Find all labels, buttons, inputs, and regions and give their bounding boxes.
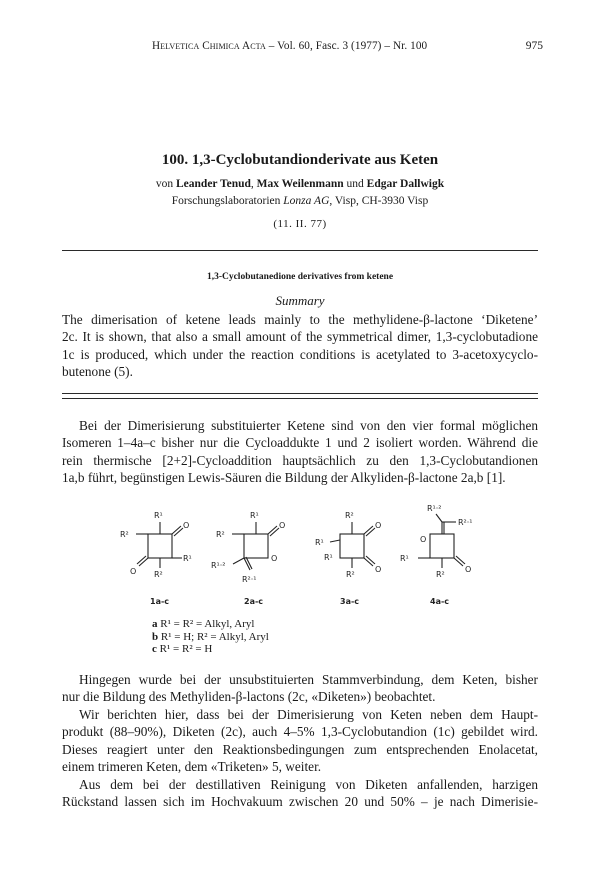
body-line: nur die Bildung des Methyliden-β-lactons (2c, «Diketen») beobachtet.: [62, 689, 436, 705]
body-paragraph-1: [62, 417, 538, 487]
atom-label: O: [465, 565, 472, 574]
cyclobutane-scheme: [120, 500, 480, 615]
atom-label: O: [375, 521, 382, 530]
body-paragraph-4: [62, 776, 538, 811]
legend-text: R¹ = R² = Alkyl, Aryl: [160, 618, 255, 630]
atom-label: R²·¹: [458, 518, 473, 527]
affil-company: Lonza AG: [283, 195, 330, 207]
summary-line: The dimerisation of ketene leads mainly to the methylidene-β-lactone ‘Diketene’: [62, 312, 538, 327]
journal-name: Helvetica Chimica Acta: [152, 40, 266, 52]
atom-label: R¹: [250, 511, 259, 520]
atom-label: O: [271, 554, 278, 563]
body-line: Bei der Dimerisierung substituierter Ketene sind von den vier formal möglichen: [79, 418, 538, 433]
atom-label: R²·¹: [242, 575, 257, 584]
affil-prefix: Forschungslaboratorien: [171, 195, 284, 207]
legend-key: b: [152, 630, 159, 643]
authors-and: und: [343, 178, 367, 190]
body-line: Dieses reagiert unter den Reaktionsbedingungen zum entsprechenden Enolacetat,: [62, 741, 538, 757]
structure-3: [330, 522, 375, 568]
divider-mid-2: [62, 398, 538, 399]
atom-label: R¹: [400, 554, 409, 563]
atom-label: R¹·²: [427, 504, 442, 513]
atom-label: R¹: [315, 538, 324, 547]
atom-label: O: [279, 521, 286, 530]
legend-row: [152, 631, 269, 644]
authors-sep: ,: [250, 178, 257, 190]
structure-1: [136, 522, 183, 568]
affiliation: [0, 195, 600, 207]
legend-row: [152, 618, 269, 631]
compound-label-4: 4a-c: [430, 597, 450, 606]
author-dallwigk: Edgar Dallwigk: [366, 178, 445, 190]
page-number: 975: [525, 40, 543, 52]
divider-mid-1: [62, 393, 538, 394]
atom-label: O: [420, 535, 427, 544]
compound-label-2: 2a-c: [244, 597, 264, 606]
compound-label-3: 3a-c: [340, 597, 360, 606]
atom-label: R²: [436, 570, 445, 579]
atom-label: O: [130, 567, 137, 576]
article-title: 100. 1,3-Cyclobutandionderivate aus Keten: [161, 152, 439, 168]
summary-heading: Summary: [275, 293, 325, 308]
atom-label: R¹·²: [211, 561, 226, 570]
body-line: Hingegen wurde bei der unsubstituierten Stammverbindung, dem Keten, bisher: [79, 672, 538, 687]
legend-key: c: [152, 643, 157, 655]
authors-prefix: von: [155, 178, 177, 190]
body-line: Wir berichten hier, dass bei der Dimerisierung von Keten neben dem Haupt-: [79, 707, 538, 722]
english-title: 1,3-Cyclobutanedione derivatives from ketene: [206, 272, 394, 282]
atom-label: O: [375, 565, 382, 574]
summary-text: [62, 311, 538, 381]
legend-row: [152, 643, 269, 656]
running-head: [152, 40, 427, 52]
atom-label: R²: [154, 570, 163, 579]
atom-label: R¹: [324, 553, 333, 562]
body-paragraph-3: [62, 706, 538, 776]
body-paragraph-2: [62, 671, 538, 706]
compound-label-1: 1a-c: [150, 597, 170, 606]
legend-key: a: [152, 618, 158, 630]
legend-text: R¹ = H; R² = Alkyl, Aryl: [160, 630, 269, 643]
author-tenud: Leander Tenud: [176, 178, 251, 190]
affil-suffix: , Visp, CH-3930 Visp: [329, 195, 429, 207]
body-line: Isomeren 1–4a–c bisher nur die Cycloaddukte 1 und 2 isoliert worden. Während die: [62, 435, 538, 451]
atom-label: R²: [216, 530, 225, 539]
atom-label: R¹: [183, 554, 192, 563]
summary-line: 2c. It is shown, that also a small amount of the symmetrical dimer, 1,3-cyclobutadione: [62, 329, 538, 345]
author-weilenmann: Max Weilenmann: [256, 178, 344, 190]
atom-label: R²: [346, 570, 355, 579]
atom-label: O: [183, 521, 190, 530]
body-line: Rückstand lassen sich im Hochvakuum zwischen 20 und 50% – je nach Dimerisie-: [62, 794, 538, 810]
received-date: (11. II. 77): [273, 218, 327, 230]
journal-issue: – Vol. 60, Fasc. 3 (1977) – Nr. 100: [265, 40, 428, 52]
atom-label: R²: [120, 530, 129, 539]
divider-top: [62, 250, 538, 251]
body-line: 1a,b führt, begünstigen Lewis-Säuren die Bildung der Alkyliden-β-lactone 2a,b [1].: [62, 470, 506, 486]
atom-label: R²: [345, 511, 354, 520]
atom-label: R¹: [154, 511, 163, 520]
body-line: rein thermische [2+2]-Cycloaddition hauptsächlich zu den 1,3-Cyclobutandionen: [62, 452, 538, 468]
legend-text: R¹ = R² = H: [159, 643, 213, 655]
summary-line: 1c is produced, which under the reaction conditions is acetylated to 3-acetoxycyclo-: [62, 346, 538, 362]
body-line: Aus dem bei der destillativen Reinigung von Diketen anfallenden, harzigen: [79, 777, 538, 792]
summary-line: butenone (5).: [62, 364, 133, 380]
substituent-legend: [152, 618, 269, 656]
authors-line: [0, 178, 600, 190]
body-line: einem trimeren Keten, dem «Triketen» 5, weiter.: [62, 759, 322, 775]
body-line: produkt (88–90%), Diketen (2c), auch 4–5% 1,3-Cyclobutandion (1c) gebildet wird.: [62, 724, 538, 740]
